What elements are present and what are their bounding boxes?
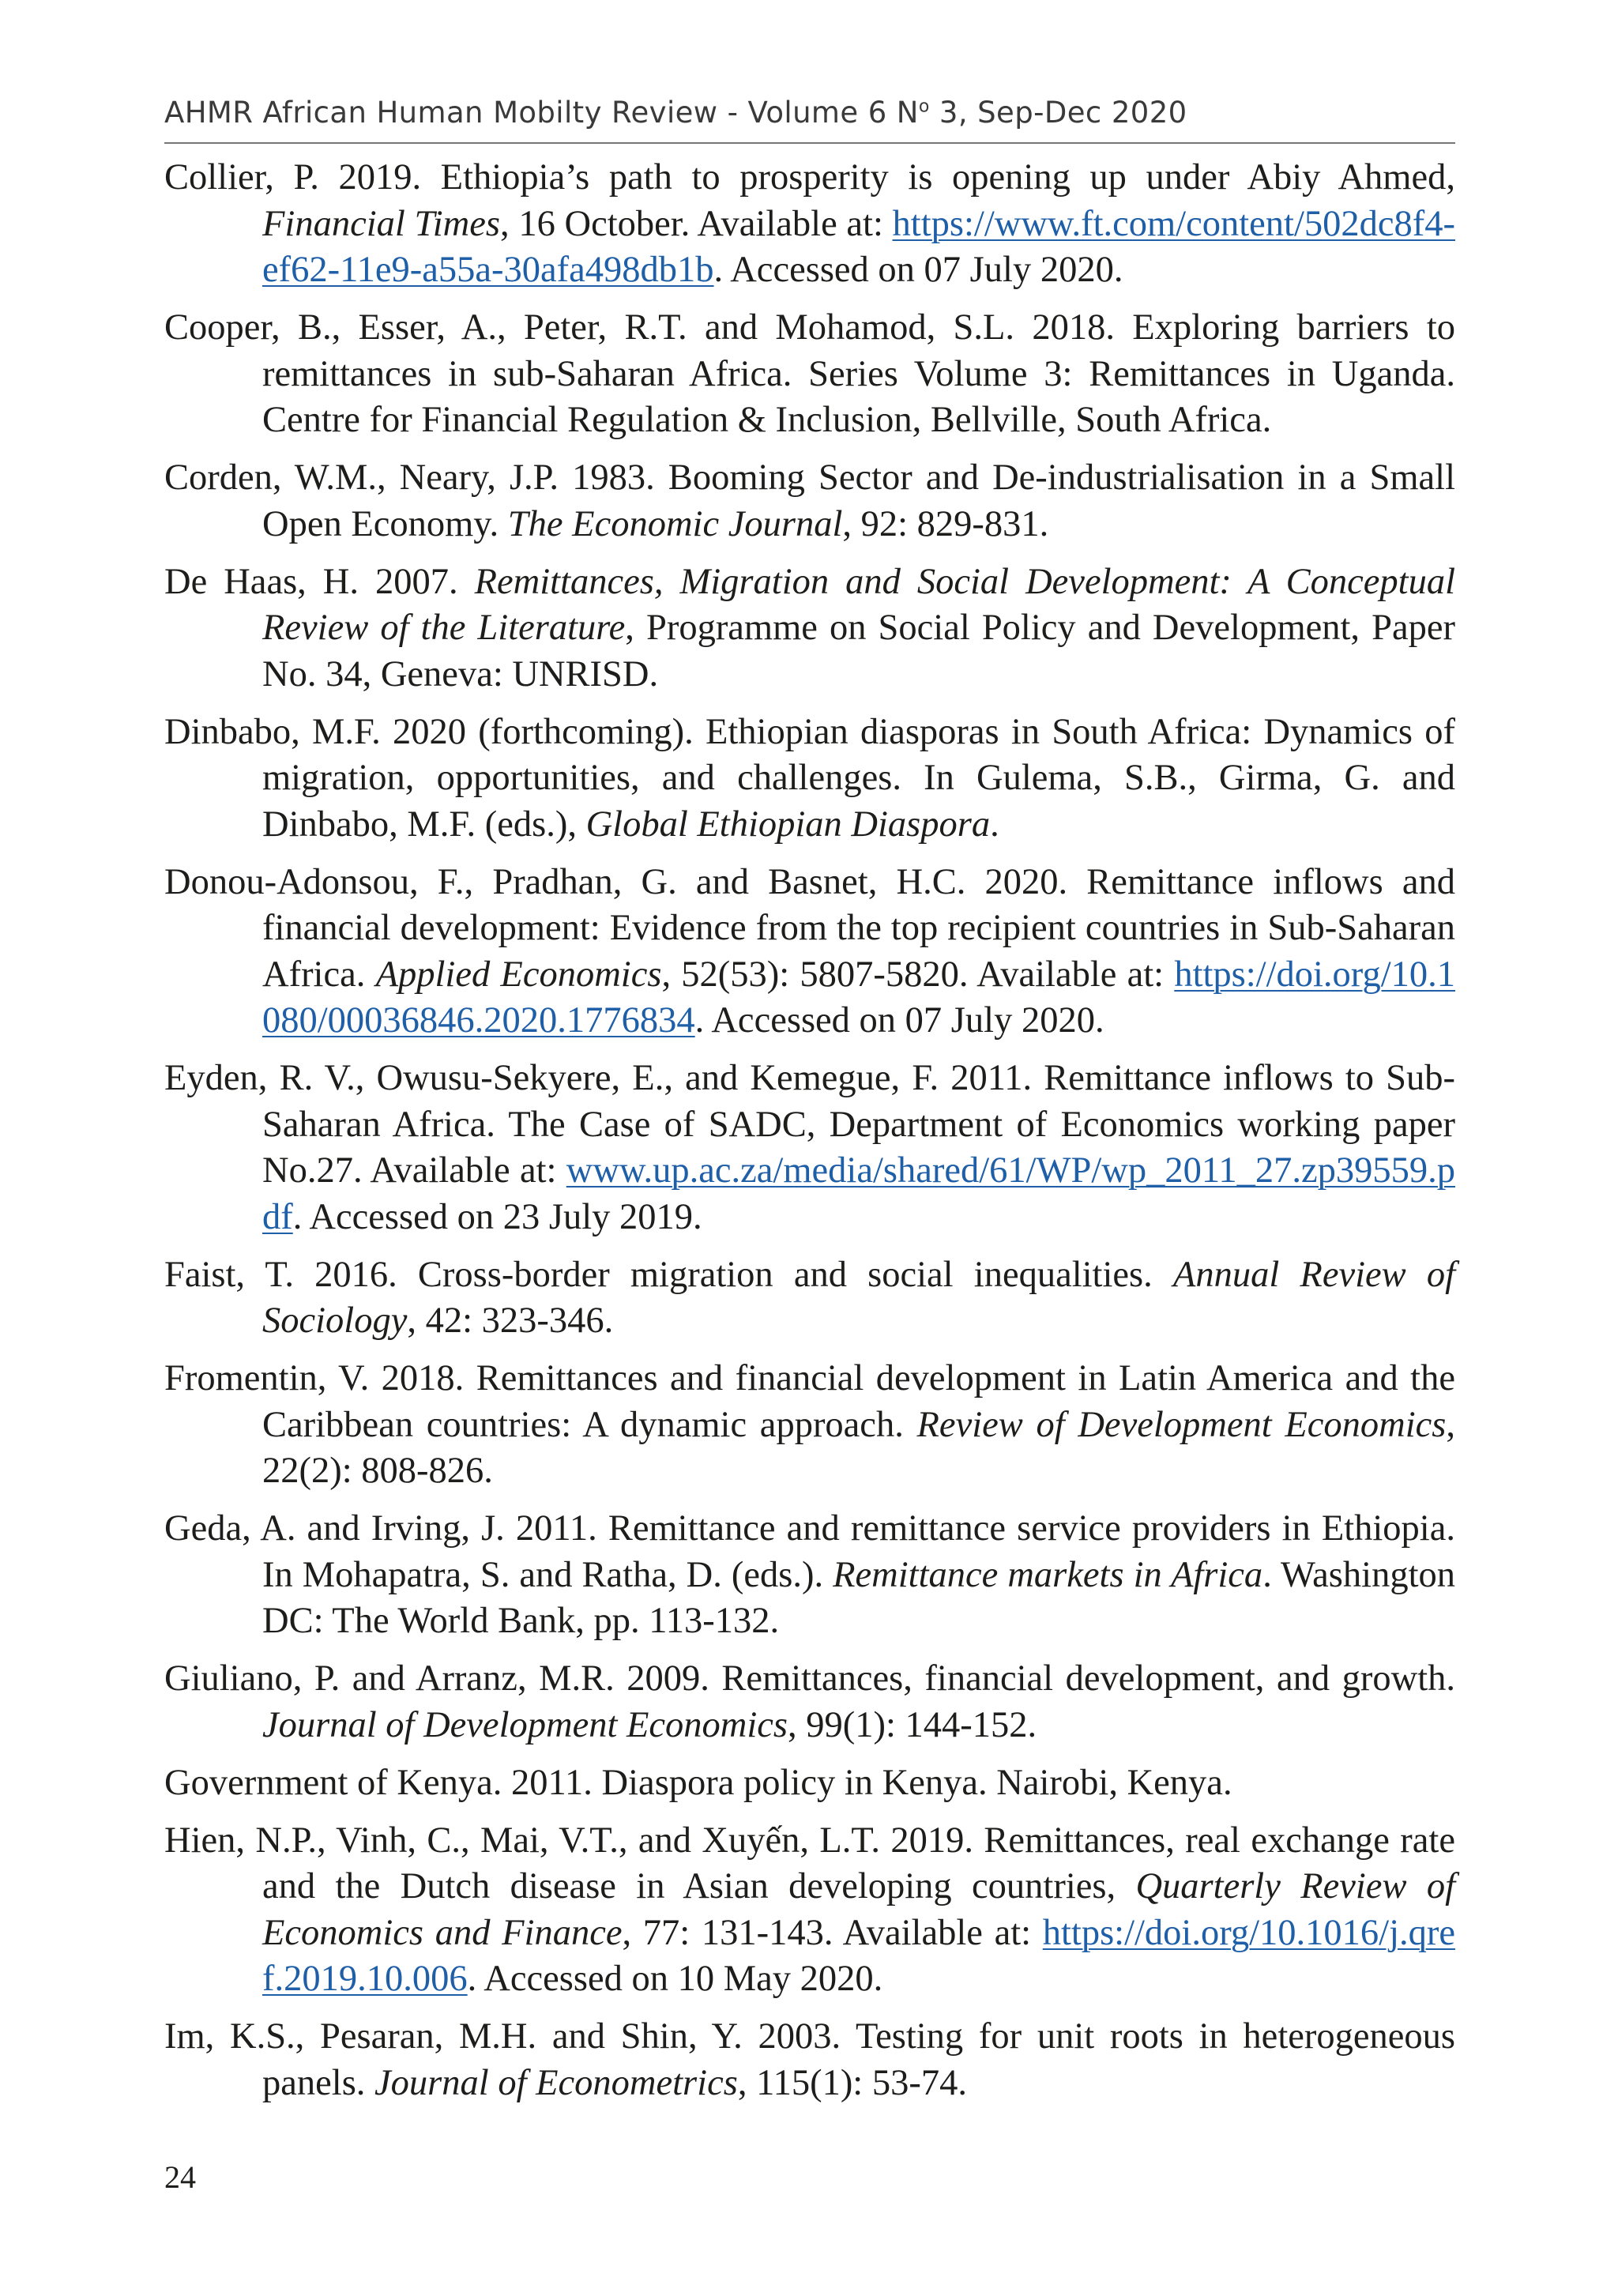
reference-entry (164, 455, 1455, 548)
reference-list (164, 155, 1455, 2118)
reference-text: , 77: 131-143. Available at: (622, 1912, 1043, 1953)
reference-link[interactable]: www.up.ac.za/media/shared/61/WP/wp_2011_27.zp39559.pdf (262, 1150, 1455, 1237)
reference-entry (164, 1760, 1455, 1807)
reference-link[interactable]: https://doi.org/10.1016/j.qref.2019.10.006 (262, 1912, 1455, 1999)
running-header-title: AHMR African Human Mobilty Review - Volume 6 N (164, 96, 919, 130)
reference-text: Dinbabo, M.F. 2020 (forthcoming). Ethiopian diasporas in South Africa: Dynamics of migration, opportunities, and challenges. In Gulema, S.B., Girma, G. and Dinbabo, M.F. (eds.), (164, 711, 1455, 845)
reference-text: Hien, N.P., Vinh, C., Mai, V.T., and Xuyến, L.T. 2019. Remittances, real exchange rate and the Dutch disease in Asian developing countries, (164, 1820, 1455, 1906)
reference-link[interactable]: https://doi.org/10.1080/00036846.2020.1776834 (262, 954, 1455, 1041)
reference-text: . Accessed on 07 July 2020. (694, 1000, 1104, 1041)
reference-entry (164, 1656, 1455, 1748)
reference-text: , 42: 323-346. (407, 1300, 614, 1341)
reference-entry (164, 155, 1455, 294)
reference-source-title: Quarterly Review of Economics and Finance (262, 1866, 1455, 1953)
reference-text: . Accessed on 07 July 2020. (713, 250, 1123, 290)
reference-source-title: Review of Development Economics (916, 1404, 1447, 1445)
reference-source-title: Financial Times (262, 203, 501, 244)
reference-entry (164, 1506, 1455, 1645)
reference-source-title: Journal of Econometrics (374, 2062, 738, 2103)
reference-text: Faist, T. 2016. Cross-border migration and social inequalities. (164, 1254, 1173, 1295)
reference-text: , Programme on Social Policy and Development, Paper No. 34, Geneva: UNRISD. (262, 608, 1455, 694)
reference-entry (164, 1056, 1455, 1240)
reference-text: . Accessed on 23 July 2019. (292, 1196, 702, 1237)
reference-source-title: The Economic Journal (507, 503, 843, 544)
header-rule (164, 142, 1455, 144)
reference-text: Corden, W.M., Neary, J.P. 1983. Booming Sector and De-industrialisation in a Small Open Economy. (164, 457, 1455, 544)
reference-text: . Washington DC: The World Bank, pp. 113-132. (262, 1554, 1455, 1641)
reference-entry (164, 305, 1455, 444)
reference-entry (164, 1818, 1455, 2003)
reference-text: , 52(53): 5807-5820. Available at: (661, 954, 1175, 995)
reference-text: . (990, 804, 999, 845)
reference-text: Collier, P. 2019. Ethiopia’s path to prosperity is opening up under Abiy Ahmed, (164, 157, 1455, 198)
reference-source-title: Journal of Development Economics (262, 1704, 788, 1745)
reference-text: , 22(2): 808-826. (262, 1404, 1455, 1491)
reference-text: De Haas, H. 2007. (164, 561, 475, 602)
reference-source-title: Remittance markets in Africa (833, 1554, 1263, 1595)
number-sign-superscript: o (918, 96, 930, 117)
reference-text: Donou-Adonsou, F., Pradhan, G. and Basnet, H.C. 2020. Remittance inflows and financial development: Evidence from the top recipient countries in Sub-Saharan Africa. (164, 861, 1455, 995)
reference-link[interactable]: https://www.ft.com/content/502dc8f4-ef62-11e9-a55a-30afa498db1b (262, 203, 1455, 290)
reference-text: , 16 October. Available at: (500, 203, 893, 244)
reference-entry (164, 2014, 1455, 2106)
reference-source-title: Remittances, Migration and Social Development: A Conceptual Review of the Literature (262, 561, 1455, 648)
reference-entry (164, 559, 1455, 698)
reference-text: Government of Kenya. 2011. Diaspora policy in Kenya. Nairobi, Kenya. (164, 1762, 1232, 1803)
reference-text: Eyden, R. V., Owusu-Sekyere, E., and Kemegue, F. 2011. Remittance inflows to Sub-Saharan Africa. The Case of SADC, Department of Economics working paper No.27. Available at: (164, 1058, 1455, 1191)
reference-entry (164, 1356, 1455, 1495)
reference-text: Giuliano, P. and Arranz, M.R. 2009. Remittances, financial development, and growth. (164, 1658, 1455, 1699)
reference-entry (164, 860, 1455, 1044)
reference-source-title: Annual Review of Sociology (262, 1254, 1456, 1341)
reference-text: Cooper, B., Esser, A., Peter, R.T. and Mohamod, S.L. 2018. Exploring barriers to remittances in sub-Saharan Africa. Series Volume 3: Remittances in Uganda. Centre for Financial Regulation & Inclusion, Bellville, South Africa. (164, 307, 1455, 440)
reference-entry (164, 710, 1455, 849)
reference-source-title: Applied Economics (375, 954, 662, 995)
running-header-issue: 3, Sep-Dec 2020 (929, 96, 1187, 130)
reference-text: Im, K.S., Pesaran, M.H. and Shin, Y. 2003. Testing for unit roots in heterogeneous panels. (164, 2016, 1455, 2103)
reference-text: , 99(1): 144-152. (788, 1704, 1037, 1745)
page-number: 24 (164, 2159, 196, 2195)
reference-text: . Accessed on 10 May 2020. (467, 1959, 883, 1999)
running-header (164, 96, 1187, 130)
reference-text: Geda, A. and Irving, J. 2011. Remittance and remittance service providers in Ethiopia. In Mohapatra, S. and Ratha, D. (eds.). (164, 1508, 1455, 1595)
reference-source-title: Global Ethiopian Diaspora (585, 804, 991, 845)
reference-text: , 115(1): 53-74. (737, 2062, 967, 2103)
reference-entry (164, 1252, 1455, 1345)
reference-text: , 92: 829-831. (842, 503, 1049, 544)
reference-text: Fromentin, V. 2018. Remittances and financial development in Latin America and the Caribbean countries: A dynamic approach. (164, 1358, 1455, 1445)
